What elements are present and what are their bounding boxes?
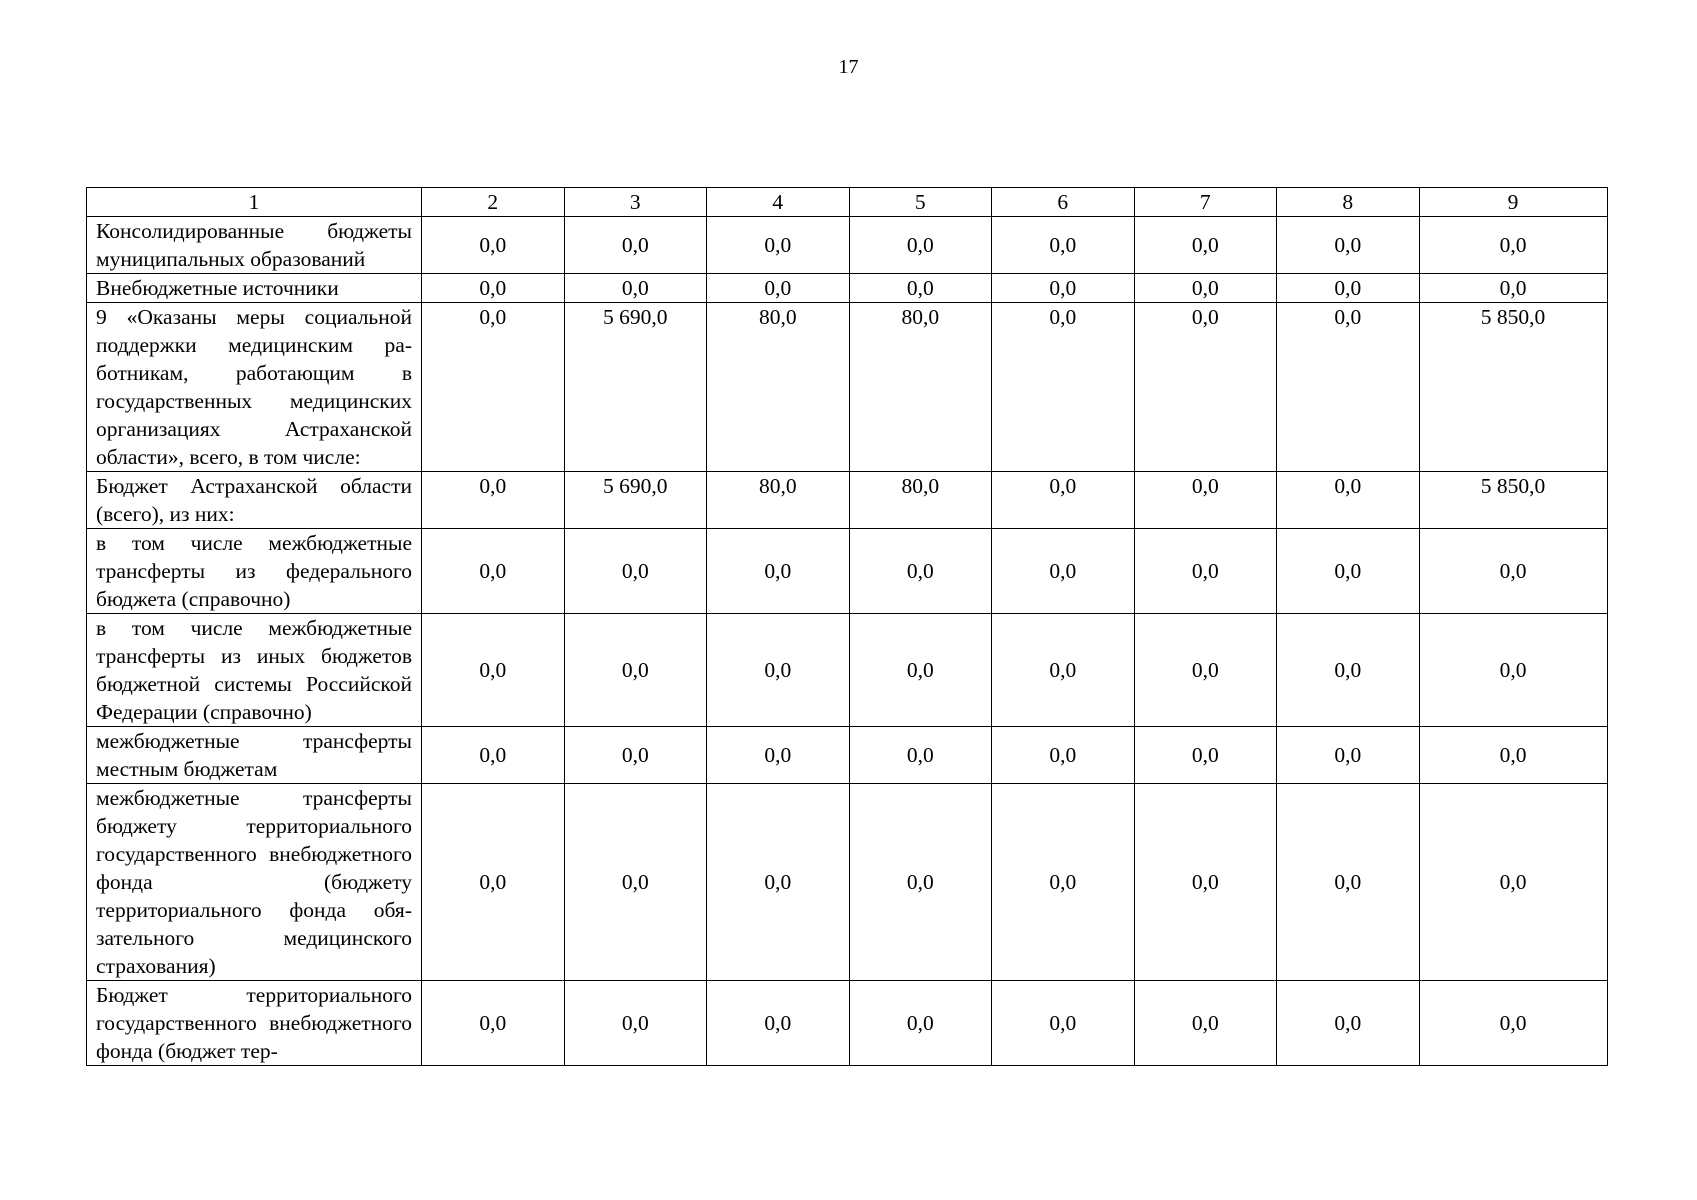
value-cell: 0,0: [422, 614, 565, 727]
row-label: Бюджет Астраханской области (всего), из них:: [87, 472, 422, 529]
table-row: [87, 274, 1608, 303]
row-label: межбюджетные трансферты местным бюджетам: [87, 727, 422, 784]
value-cell: 0,0: [1134, 614, 1277, 727]
row-label: межбюджетные трансферты бюджету территориального государственного внебюджетного фонда (бюджету территориального фонда обязательного медицинского страхования): [87, 784, 422, 981]
row-label: в том числе межбюджетные трансферты из федерального бюджета (справочно): [87, 529, 422, 614]
value-cell: 0,0: [992, 472, 1135, 529]
value-cell: 0,0: [1277, 274, 1420, 303]
budget-table-body: [87, 188, 1608, 1066]
column-number: 5: [849, 188, 992, 217]
value-cell: 0,0: [992, 981, 1135, 1066]
value-cell: 5 690,0: [564, 472, 707, 529]
row-label: Бюджет территориального государственного внебюджетного фонда (бюджет тер-: [87, 981, 422, 1066]
table-row: [87, 472, 1608, 529]
column-number: 8: [1277, 188, 1420, 217]
row-label: Внебюджетные источники: [87, 274, 422, 303]
value-cell: 0,0: [707, 981, 850, 1066]
value-cell: 5 690,0: [564, 303, 707, 472]
value-cell: 0,0: [849, 529, 992, 614]
value-cell: 0,0: [1134, 529, 1277, 614]
value-cell: 0,0: [992, 614, 1135, 727]
value-cell: 0,0: [1277, 784, 1420, 981]
value-cell: 0,0: [422, 303, 565, 472]
table-row: [87, 303, 1608, 472]
row-label: в том числе межбюджетные трансферты из иных бюджетов бюджетной системы Российской Федерации (справочно): [87, 614, 422, 727]
value-cell: 0,0: [707, 217, 850, 274]
value-cell: 80,0: [707, 303, 850, 472]
column-number: 6: [992, 188, 1135, 217]
column-number: 7: [1134, 188, 1277, 217]
value-cell: 0,0: [1277, 472, 1420, 529]
value-cell: 0,0: [1277, 727, 1420, 784]
value-cell: 0,0: [564, 529, 707, 614]
value-cell: 0,0: [1419, 529, 1607, 614]
value-cell: 0,0: [1277, 217, 1420, 274]
value-cell: 0,0: [1277, 303, 1420, 472]
value-cell: 0,0: [564, 614, 707, 727]
value-cell: 0,0: [992, 303, 1135, 472]
value-cell: 5 850,0: [1419, 303, 1607, 472]
row-label: 9 «Оказаны меры социальной поддержки медицинским работникам, работающим в государственных медицинских организациях Астраханской области», всего, в том числе:: [87, 303, 422, 472]
value-cell: 0,0: [564, 981, 707, 1066]
value-cell: 0,0: [1277, 614, 1420, 727]
value-cell: 0,0: [992, 274, 1135, 303]
value-cell: 0,0: [1134, 303, 1277, 472]
page-number: 17: [838, 56, 859, 78]
column-number: 1: [87, 188, 422, 217]
value-cell: 0,0: [1134, 784, 1277, 981]
value-cell: 0,0: [1419, 784, 1607, 981]
table-row: [87, 981, 1608, 1066]
value-cell: 0,0: [849, 784, 992, 981]
value-cell: 0,0: [849, 981, 992, 1066]
value-cell: 0,0: [1277, 981, 1420, 1066]
value-cell: 80,0: [849, 303, 992, 472]
value-cell: 0,0: [564, 784, 707, 981]
value-cell: 0,0: [422, 217, 565, 274]
value-cell: 0,0: [422, 529, 565, 614]
table-row: [87, 727, 1608, 784]
value-cell: 0,0: [992, 727, 1135, 784]
value-cell: 0,0: [707, 274, 850, 303]
value-cell: 0,0: [1134, 981, 1277, 1066]
value-cell: 0,0: [707, 784, 850, 981]
value-cell: 0,0: [1419, 727, 1607, 784]
value-cell: 0,0: [1134, 274, 1277, 303]
value-cell: 0,0: [422, 727, 565, 784]
table-row: [87, 614, 1608, 727]
value-cell: 0,0: [1419, 981, 1607, 1066]
value-cell: 0,0: [1134, 217, 1277, 274]
value-cell: 0,0: [849, 217, 992, 274]
value-cell: 0,0: [707, 614, 850, 727]
budget-table: [86, 187, 1608, 1066]
value-cell: 0,0: [422, 274, 565, 303]
value-cell: 0,0: [707, 529, 850, 614]
column-number: 4: [707, 188, 850, 217]
column-number: 9: [1419, 188, 1607, 217]
value-cell: 80,0: [707, 472, 850, 529]
value-cell: 0,0: [564, 274, 707, 303]
value-cell: 0,0: [992, 529, 1135, 614]
column-number: 2: [422, 188, 565, 217]
value-cell: 0,0: [564, 217, 707, 274]
value-cell: 0,0: [1419, 614, 1607, 727]
value-cell: 0,0: [1277, 529, 1420, 614]
value-cell: 0,0: [1134, 472, 1277, 529]
value-cell: 0,0: [849, 727, 992, 784]
column-number: 3: [564, 188, 707, 217]
value-cell: 0,0: [992, 784, 1135, 981]
value-cell: 80,0: [849, 472, 992, 529]
value-cell: 0,0: [992, 217, 1135, 274]
table-row: [87, 784, 1608, 981]
value-cell: 0,0: [422, 472, 565, 529]
value-cell: 0,0: [564, 727, 707, 784]
value-cell: 0,0: [422, 981, 565, 1066]
table-row: [87, 217, 1608, 274]
value-cell: 0,0: [1419, 217, 1607, 274]
value-cell: 5 850,0: [1419, 472, 1607, 529]
column-number-row: [87, 188, 1608, 217]
value-cell: 0,0: [849, 274, 992, 303]
value-cell: 0,0: [422, 784, 565, 981]
row-label: Консолидированные бюджеты муниципальных образований: [87, 217, 422, 274]
table-row: [87, 529, 1608, 614]
value-cell: 0,0: [849, 614, 992, 727]
value-cell: 0,0: [1419, 274, 1607, 303]
value-cell: 0,0: [1134, 727, 1277, 784]
value-cell: 0,0: [707, 727, 850, 784]
